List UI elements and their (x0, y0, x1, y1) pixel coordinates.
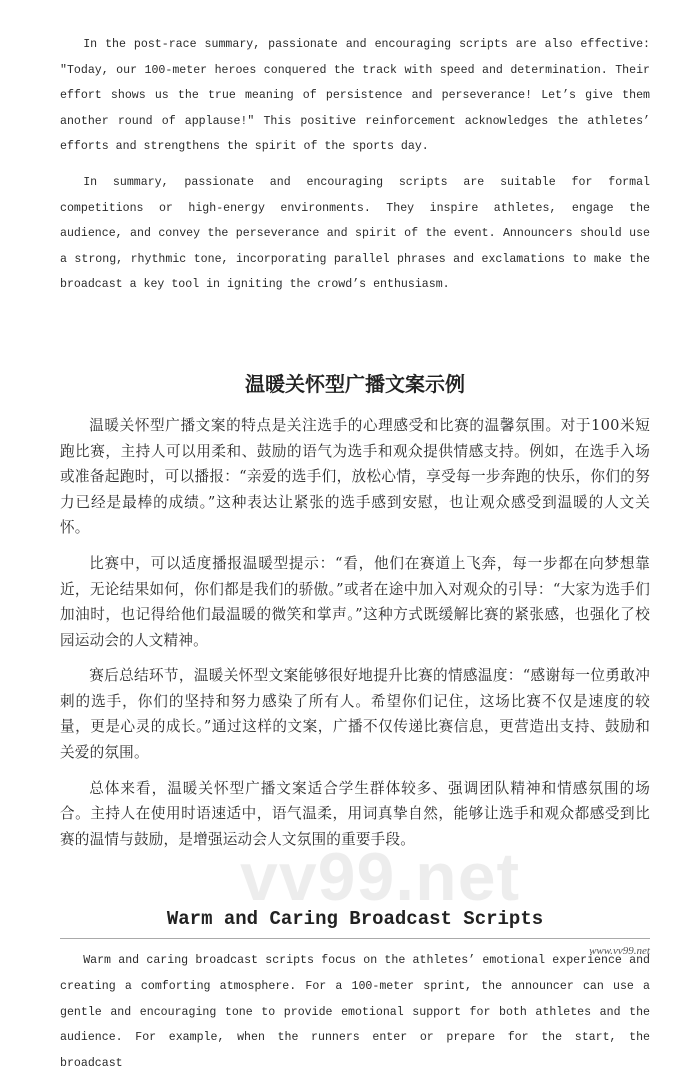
paragraph: 赛后总结环节，温暖关怀型文案能够很好地提升比赛的情感温度：“感谢每一位勇敢冲刺的选手，你们的坚持和努力感染了所有人。希望你们记住，这场比赛不仅是速度的较量，更是心灵的成长。”通过这样的文案，广播不仅传递比赛信息，更营造出支持、鼓励和关爱的氛围。 (60, 667, 650, 762)
paragraph: In the post-race summary, passionate and encouraging scripts are also effective: "Today, our 100-meter heroes conquered the track with speed and determination. Their effort shows us the true meaning of persistence and perseverance! Let’s give them another round of applause!" This positive reinforcement acknowledges the athletes’ efforts and strengthens the spirit of the sports day. (60, 38, 650, 154)
paragraph: Warm and caring broadcast scripts focus on the athletes’ emotional experience and creating a comforting atmosphere. For a 100-meter sprint, the announcer can use a gentle and encouraging tone to provide emotional support for both athletes and the audience. For example, when the runners enter or prepare for the start, the broadcast (60, 954, 650, 1070)
watermark: vv99.net (240, 839, 521, 915)
section-heading-en: Warm and Caring Broadcast Scripts (166, 908, 544, 931)
document-page (60, 32, 650, 1076)
section-warm-caring-zh (60, 413, 650, 853)
section-warm-caring-en (60, 948, 650, 1076)
footer-divider (60, 938, 650, 939)
paragraph: 比赛中，可以适度播报温暖型提示：“看，他们在赛道上飞奔，每一步都在向梦想靠近，无论结果如何，你们都是我们的骄傲。”或者在途中加入对观众的引导：“大家为选手们加油时，也记得给他们最温暖的微笑和掌声。”这种方式既缓解比赛的紧张感，也强化了校园运动会的人文精神。 (60, 554, 650, 649)
footer-url: www.vv99.net (589, 945, 650, 957)
paragraph: 总体来看，温暖关怀型广播文案适合学生群体较多、强调团队精神和情感氛围的场合。主持人在使用时语速适中，语气温柔，用词真挚自然，能够让选手和观众都感受到比赛的温情与鼓励，是增强运动会人文氛围的重要手段。 (60, 779, 650, 848)
section-heading-zh: 温暖关怀型广播文案示例 (245, 371, 465, 396)
paragraph: In summary, passionate and encouraging scripts are suitable for formal competitions or high-energy environments. They inspire athletes, engage the audience, and convey the perseverance and spirit of the event. Announcers should use a strong, rhythmic tone, incorporating parallel phrases and exclamations to make the broadcast a key tool in igniting the crowd’s enthusiasm. (60, 175, 650, 292)
paragraph: 温暖关怀型广播文案的特点是关注选手的心理感受和比赛的温馨氛围。对于100米短跑比赛，主持人可以用柔和、鼓励的语气为选手和观众提供情感支持。例如，在选手入场或准备起跑时，可以播报：“亲爱的选手们，放松心情，享受每一步奔跑的快乐，你们的努力已经是最棒的成绩。”这种表达让紧张的选手感到安慰，也让观众感受到温暖的人文关怀。 (60, 416, 650, 537)
section-passionate-summary (60, 32, 650, 298)
